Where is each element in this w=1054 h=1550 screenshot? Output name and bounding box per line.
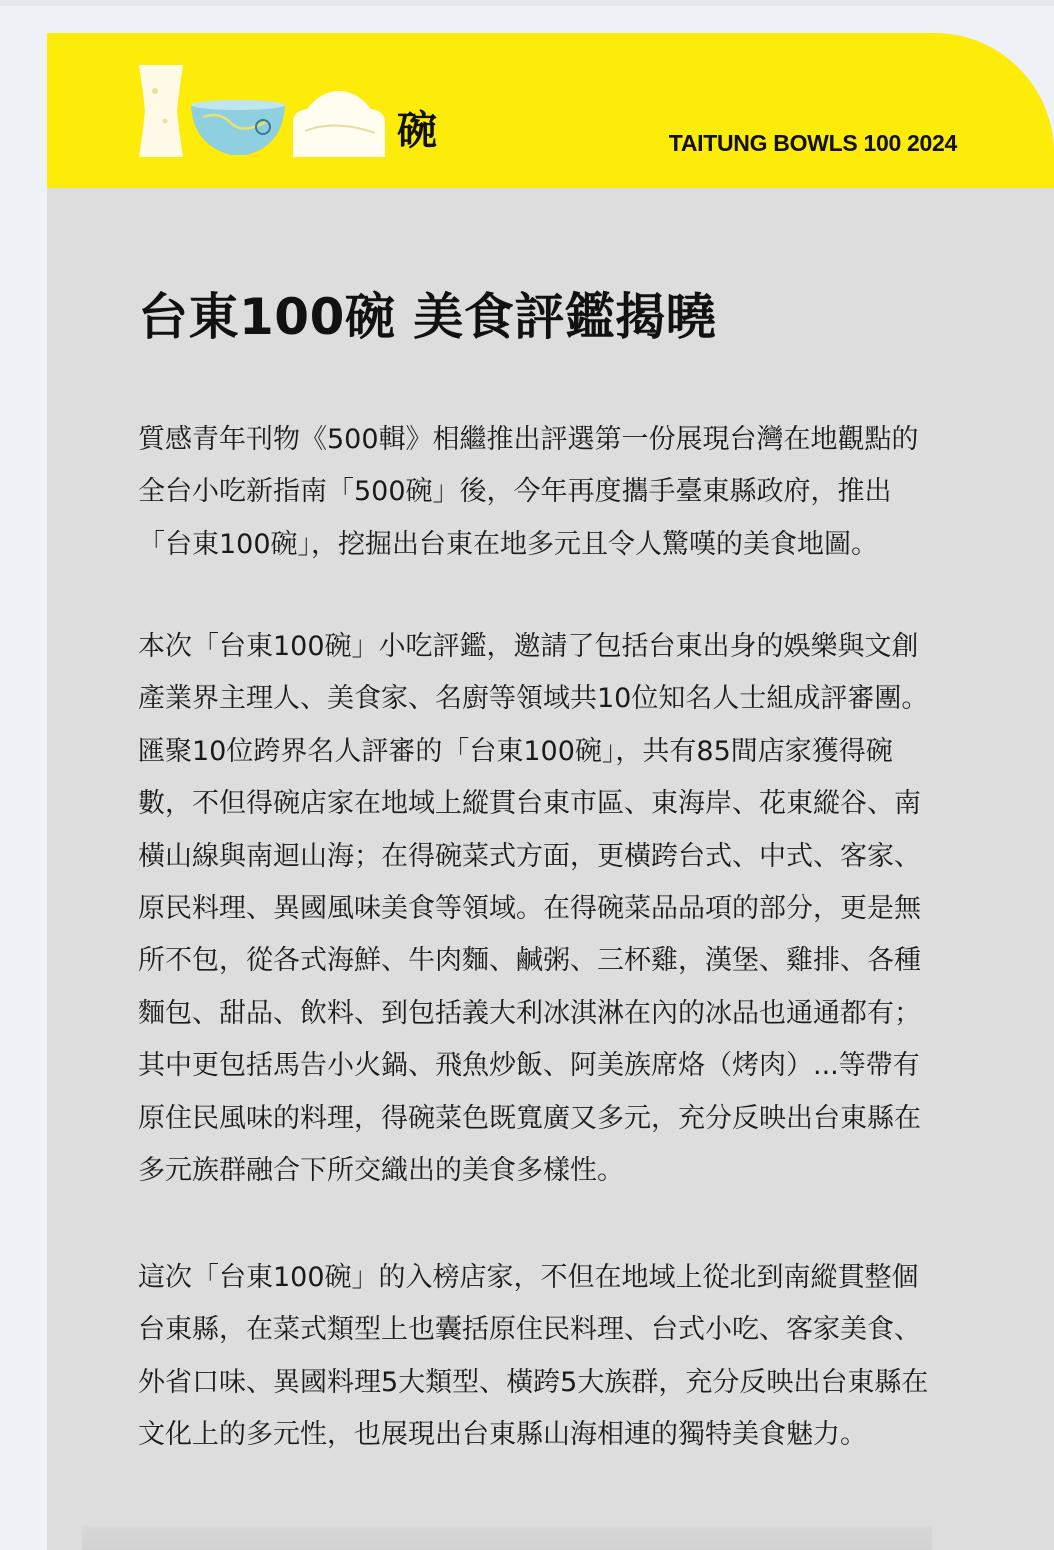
paragraph-line: 質感青年刊物《500輯》相繼推出評選第一份展現台灣在地觀點的 bbox=[138, 424, 919, 455]
paragraph-line: 這次「台東100碗」的入榜店家，不但在地域上從北到南縱貫整個 bbox=[138, 1262, 919, 1293]
article-card bbox=[47, 33, 1054, 1550]
paragraph-line: 數，不但得碗店家在地域上縱貫台東市區、東海岸、花東縱谷、南 bbox=[138, 788, 921, 820]
bottom-divider bbox=[82, 1526, 932, 1550]
paragraph-line: 所不包，從各式海鮮、牛肉麵、鹹粥、三杯雞，漢堡、雞排、各種 bbox=[138, 945, 921, 977]
page-title: 台東100碗 美食評鑑揭曉 bbox=[138, 288, 717, 346]
paragraph-details bbox=[138, 621, 968, 1197]
logo-character: 碗 bbox=[397, 108, 437, 154]
bowl-illustration-icon bbox=[135, 61, 395, 161]
paragraph-intro bbox=[138, 414, 968, 571]
paragraph-line: 外省口味、異國料理5大類型、橫跨5大族群，充分反映出台東縣在 bbox=[138, 1366, 929, 1398]
paragraph-line: 原民料理、異國風味美食等領域。在得碗菜品品項的部分，更是無 bbox=[138, 893, 921, 925]
paragraph-summary bbox=[138, 1252, 968, 1462]
logo bbox=[135, 61, 455, 161]
header-title: TAITUNG BOWLS 100 2024 bbox=[668, 130, 957, 156]
paragraph-line: 產業界主理人、美食家、名廚等領域共10位知名人士組成評審團。 bbox=[138, 683, 929, 715]
paragraph-line: 文化上的多元性，也展現出台東縣山海相連的獨特美食魅力。 bbox=[138, 1419, 867, 1451]
paragraph-line: 「台東100碗」，挖掘出台東在地多元且令人驚嘆的美食地圖。 bbox=[138, 528, 879, 560]
top-strip bbox=[0, 0, 1054, 6]
paragraph-line: 其中更包括馬告小火鍋、飛魚炒飯、阿美族席烙（烤肉）...等帶有 bbox=[138, 1050, 920, 1082]
paragraph-line: 匯聚10位跨界名人評審的「台東100碗」，共有85間店家獲得碗 bbox=[138, 735, 893, 767]
paragraph-line: 橫山線與南迴山海；在得碗菜式方面，更橫跨台式、中式、客家、 bbox=[138, 840, 921, 872]
header-banner bbox=[47, 33, 1054, 188]
paragraph-line: 麵包、甜品、飲料、到包括義大利冰淇淋在內的冰品也通通都有； bbox=[138, 997, 921, 1029]
paragraph-line: 原住民風味的料理，得碗菜色既寬廣又多元，充分反映出台東縣在 bbox=[138, 1102, 921, 1134]
paragraph-line: 本次「台東100碗」小吃評鑑，邀請了包括台東出身的娛樂與文創 bbox=[138, 631, 919, 662]
paragraph-line: 台東縣，在菜式類型上也囊括原住民料理、台式小吃、客家美食、 bbox=[138, 1314, 921, 1346]
paragraph-line: 全台小吃新指南「500碗」後，今年再度攜手臺東縣政府，推出 bbox=[138, 476, 892, 508]
paragraph-line: 多元族群融合下所交織出的美食多樣性。 bbox=[138, 1155, 624, 1187]
